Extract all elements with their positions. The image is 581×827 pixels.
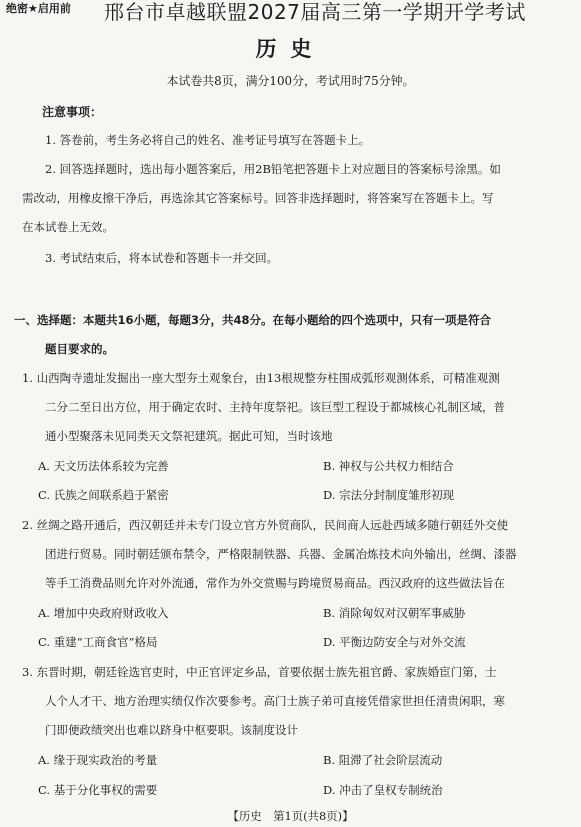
question-1-option-a: A. 天文历法体系较为完善 [38, 459, 169, 473]
question-3-line: 3. 东晋时期，朝廷铨选官吏时，中正官评定乡品，首要依据士族先祖官爵、家族婚宦门第，士 [22, 665, 497, 679]
question-2-line: 等手工消费品则允许对外流通，常作为外交赏赐与跨境贸易商品。西汉政府的这些做法旨在 [45, 576, 505, 590]
secret-label: 绝密★启用前 [6, 2, 71, 15]
question-1-line: 1. 山西陶寺遗址发掘出一座大型夯土观象台，由13根规整夯柱围成弧形观测体系，可精准观测 [22, 371, 500, 385]
question-1-line: 二分二至日出方位，用于确定农时、主持年度祭祀。该巨型工程设于都城核心礼制区域，普 [45, 400, 505, 414]
question-3-option-d: D. 冲击了皇权专制统治 [323, 783, 443, 797]
notice-item: 1. 答卷前，考生务必将自己的姓名、准考证号填写在答题卡上。 [45, 133, 371, 147]
question-2-option-b: B. 消除匈奴对汉朝军事威胁 [323, 606, 466, 620]
question-1-line: 通小型聚落未见同类天文祭祀建筑。据此可知，当时该地 [45, 429, 333, 443]
notice-item: 3. 考试结束后，将本试卷和答题卡一并交回。 [45, 251, 279, 265]
question-1-option-d: D. 宗法分封制度雏形初现 [323, 488, 455, 502]
question-2-line: 2. 丝绸之路开通后，西汉朝廷并未专门设立官方外贸商队，民间商人远赴西域多随行朝廷外交使 [22, 518, 509, 532]
question-3-option-b: B. 阻滞了社会阶层流动 [323, 753, 443, 767]
notice-item: 在本试卷上无效。 [22, 220, 114, 234]
question-3-line: 门即便政绩突出也难以跻身中枢要职。该制度设计 [45, 723, 298, 737]
question-2-line: 团进行贸易。同时朝廷颁布禁令，严格限制铁器、兵器、金属冶炼技术向外输出，丝绸、漆器 [45, 547, 517, 561]
question-1-option-c: C. 氏族之间联系趋于紧密 [38, 488, 169, 502]
question-2-option-d: D. 平衡边防安全与对外交流 [323, 635, 466, 649]
question-3-line: 人个人才干、地方治理实绩仅作次要参考。高门士族子弟可直接凭借家世担任清贵闲职，寒 [45, 694, 505, 708]
section-heading: 一、选择题：本题共16小题，每题3分，共48分。在每小题给的四个选项中，只有一项是符合 [14, 313, 492, 327]
exam-info: 本试卷共8页，满分100分，考试用时75分钟。 [166, 74, 415, 88]
question-3-option-a: A. 缘于现实政治的考量 [38, 753, 158, 767]
notice-item: 2. 回答选择题时，选出每小题答案后，用2B铅笔把答题卡上对应题目的答案标号涂黑。如 [45, 162, 501, 176]
question-1-option-b: B. 神权与公共权力相结合 [323, 459, 454, 473]
question-2-option-a: A. 增加中央政府财政收入 [38, 606, 169, 620]
question-3-option-c: C. 基于分化事权的需要 [38, 783, 158, 797]
notice-title: 注意事项： [42, 105, 103, 119]
question-2-option-c: C. 重建“工商食官”格局 [38, 635, 158, 649]
page-footer: 【历史 第1页(共8页)】 [227, 809, 354, 823]
subject-title: 历史 [255, 37, 326, 61]
exam-title: 邢台市卓越联盟2027届高三第一学期开学考试 [104, 0, 526, 24]
section-heading-cont: 题目要求的。 [45, 342, 114, 356]
notice-item: 需改动，用橡皮擦干净后，再选涂其它答案标号。回答非选择题时，将答案写在答题卡上。写 [22, 191, 494, 205]
